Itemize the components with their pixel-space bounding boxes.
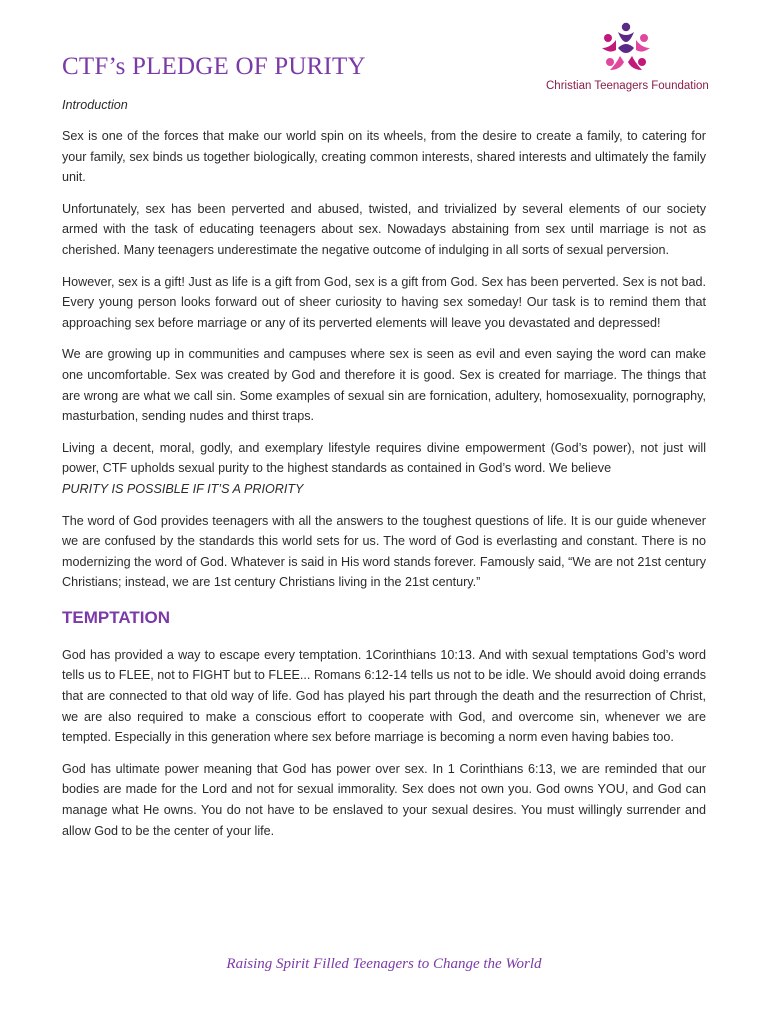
paragraph: The word of God provides teenagers with all the answers to the toughest questions of life. It is our guide whenever we are confused by the standards this world sets for us. The word of God is everlasting and constant. There is no modernizing the word of God. Whatever is said in His word stands forever. Famously said, “We are not 21st century Christians; instead, we are 1st century Christians living in the 21st century.” <box>62 513 706 590</box>
paragraph: God has ultimate power meaning that God has power over sex. In 1 Corinthians 6:13, we are reminded that our bodies are made for the Lord and not for sexual immorality. Sex does not own you. God owns YOU, and God can manage what He owns. You do not have to be enslaved to your sexual desires. You must willingly surrender and allow God to be the center of your life. <box>62 761 706 838</box>
paragraph: We are growing up in communities and campuses where sex is seen as evil and even saying the word can make one uncomfortable. Sex was created by God and therefore it is good. Sex is created for marriage. The things that are wrong are what we call sin. Some examples of sexual sin are fornication, adultery, homosexuality, pornography, masturbation, sending nudes and thirst traps. <box>62 347 706 424</box>
introduction-label: Introduction <box>62 98 128 112</box>
section-heading-temptation: TEMPTATION <box>62 607 170 627</box>
purity-motto: PURITY IS POSSIBLE IF IT’S A PRIORITY <box>62 481 304 496</box>
people-circle-icon <box>596 18 656 78</box>
paragraph-purity <box>62 438 706 500</box>
paragraph: However, sex is a gift! Just as life is a gift from God, sex is a gift from God. Sex has been perverted. Sex is not bad. Every young person looks forward out of sheer curiosity to having sex someday! Our task is to remind them that approaching sex before marriage or any of its perverted elements will leave you devastated and depressed! <box>62 274 706 330</box>
footer-tagline: Raising Spirit Filled Teenagers to Change the World <box>226 956 542 972</box>
paragraph: God has provided a way to escape every temptation. 1Corinthians 10:13. And with sexual temptations God’s word tells us to FLEE, not to FIGHT but to FLEE... Romans 6:12-14 tells us not to be idle. We should avoid doing errands that are connected to that old way of life. God has played his part through the death and the resurrection of Christ, we are also required to make a conscious effort to cooperate with God, and overcome sin, whenever we are tempted. Especially in this generation where sex before marriage is becoming a norm even having babies too. <box>62 647 706 745</box>
paragraph-text: Living a decent, moral, godly, and exemplary lifestyle requires divine empowerment (God’s power), not just will power, CTF upholds sexual purity to the highest standards as contained in God’s word. We believe <box>62 440 706 476</box>
document-body <box>62 95 706 852</box>
paragraph: Sex is one of the forces that make our world spin on its wheels, from the desire to create a family, to catering for your family, sex binds us together biologically, creating common interests, shared interests and ultimately the family unit. <box>62 129 706 185</box>
paragraph: Unfortunately, sex has been perverted and abused, twisted, and trivialized by several elements of our society armed with the task of educating teenagers about sex. Nowadays abstaining from sex until marriage is not as cherished. Many teenagers underestimate the negative outcome of indulging in all sorts of sexual perversion. <box>62 201 706 257</box>
page-title: CTF’s PLEDGE OF PURITY <box>62 53 366 80</box>
ctf-logo <box>546 18 709 100</box>
logo-text: Christian Teenagers Foundation <box>546 80 709 92</box>
